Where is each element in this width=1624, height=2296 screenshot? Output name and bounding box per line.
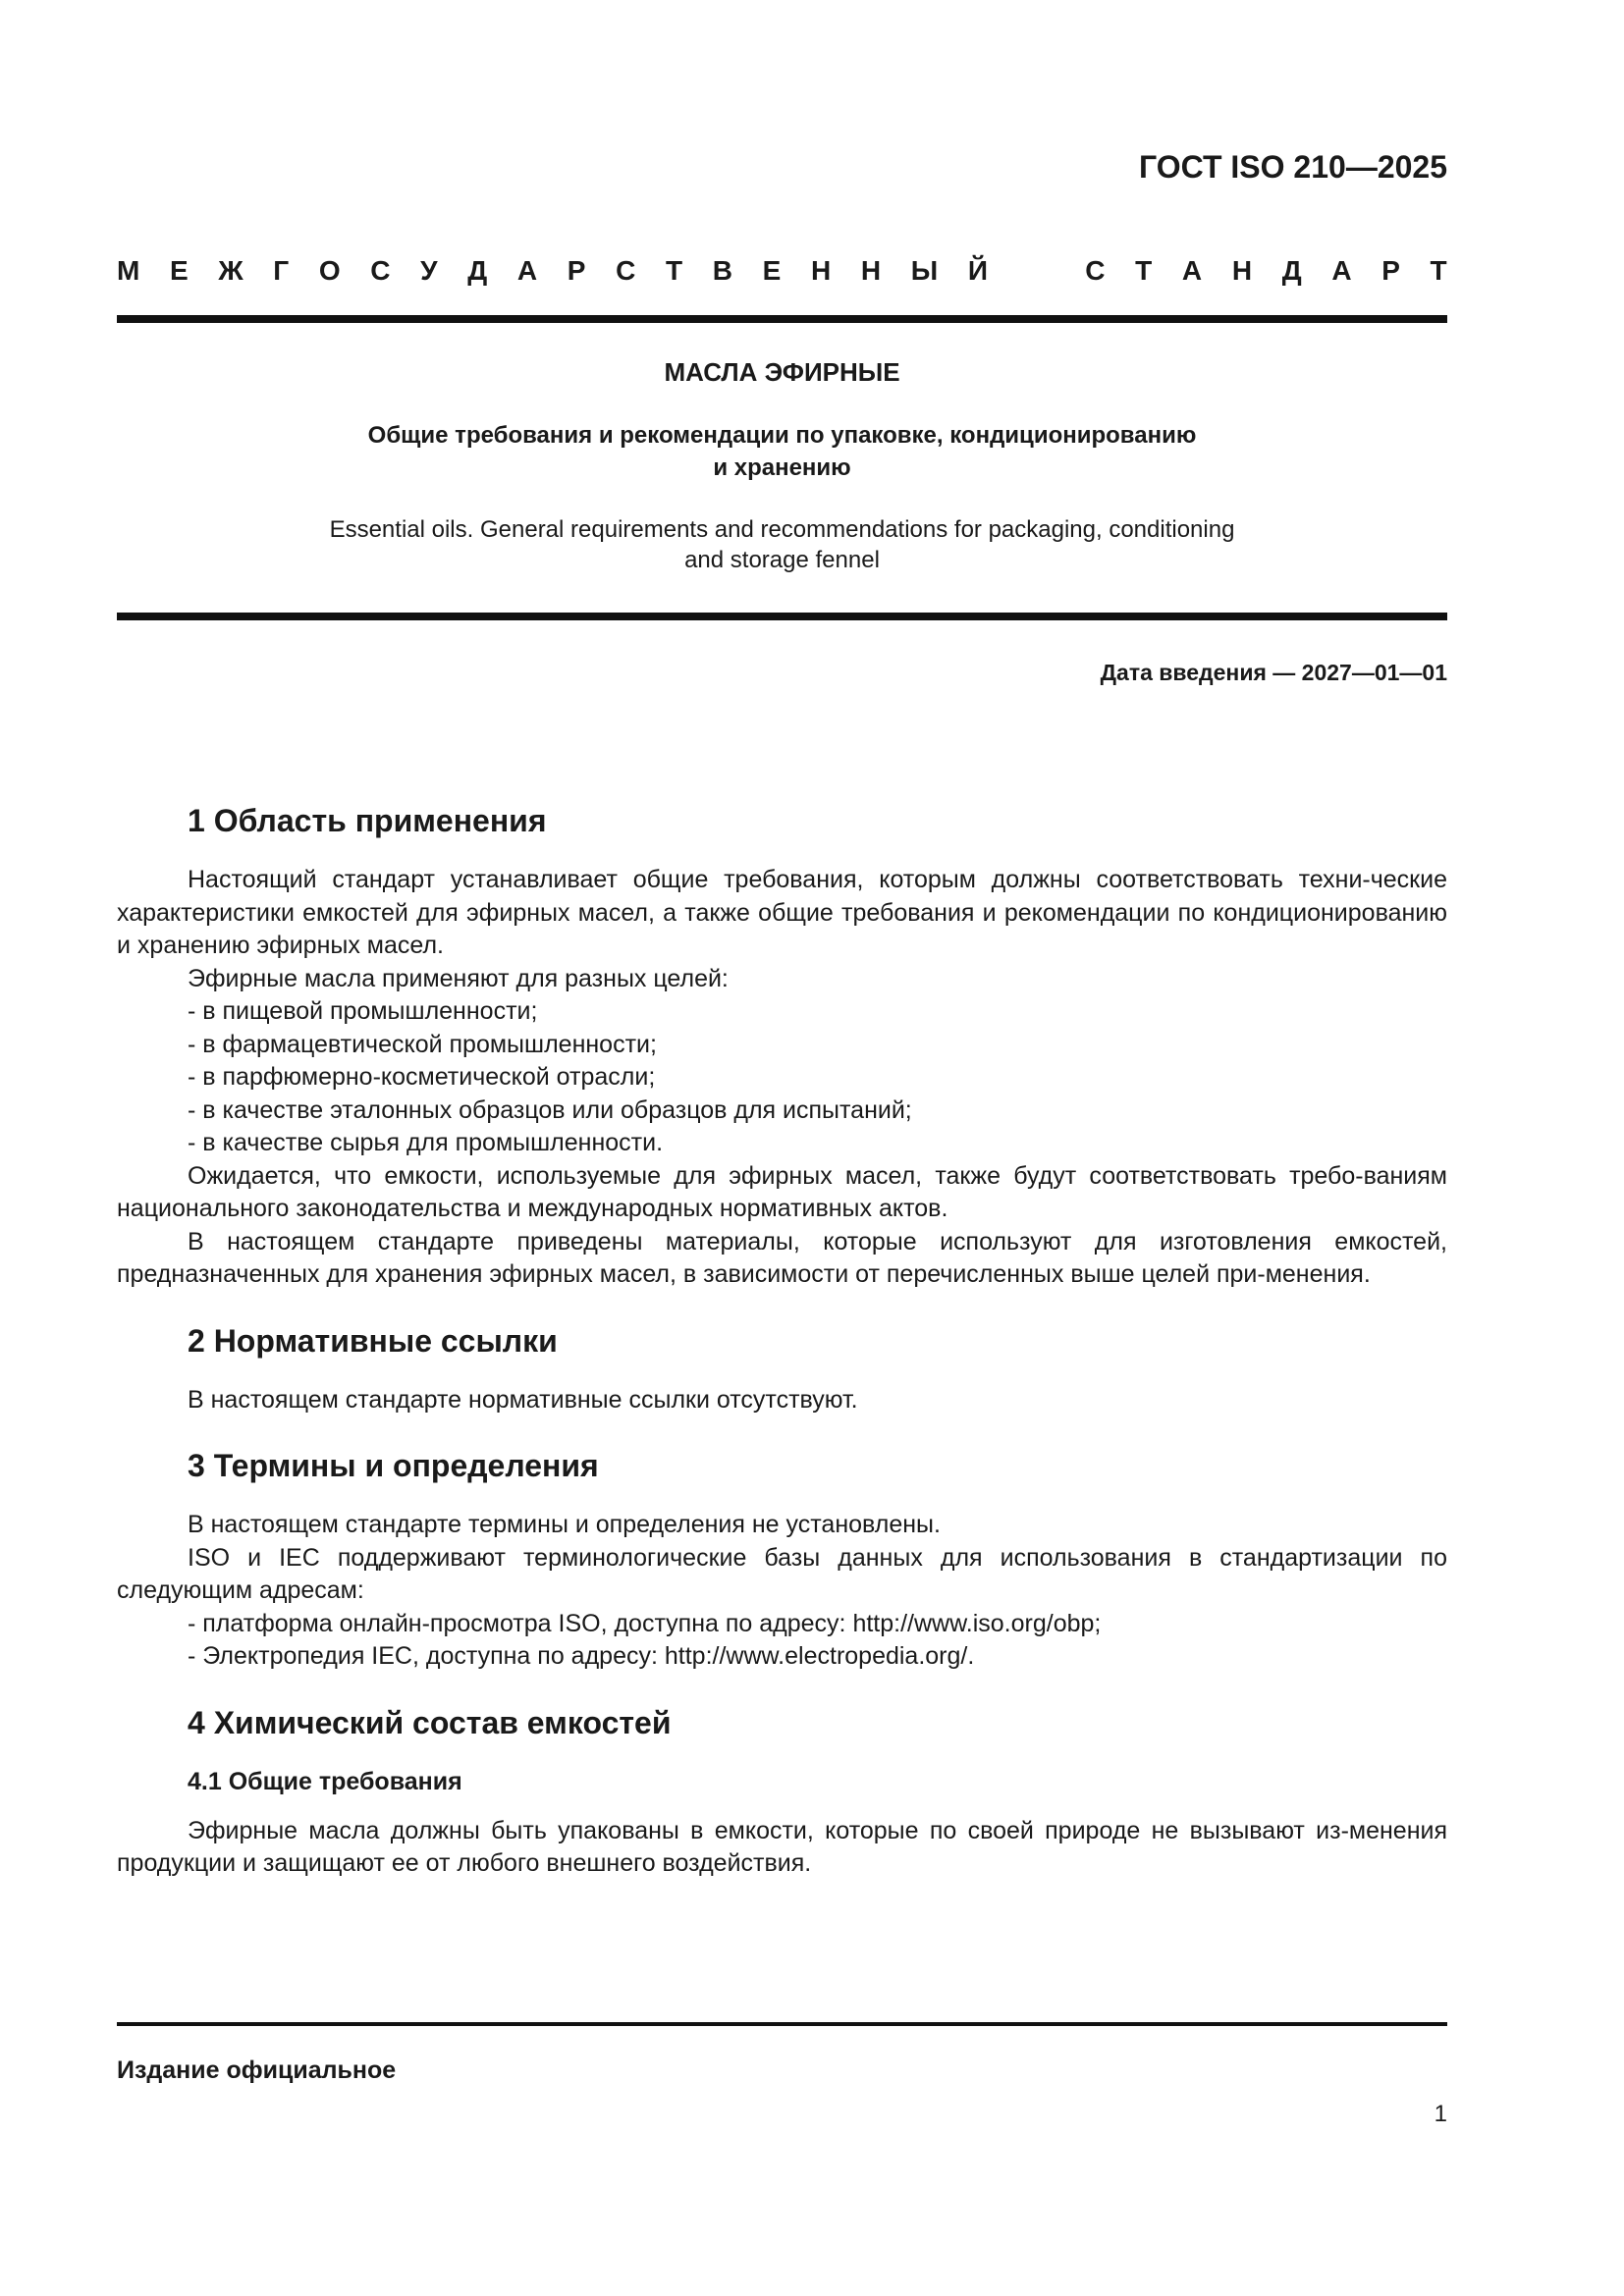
banner-letter: Й	[967, 255, 988, 286]
banner-letter: Е	[169, 255, 189, 286]
banner-letter: Д	[1281, 255, 1302, 286]
subtitle-line: Общие требования и рекомендации по упаковке, кондиционированию	[367, 422, 1197, 449]
introduction-date: Дата введения — 2027—01—01	[1100, 660, 1447, 685]
banner-letter: У	[420, 255, 438, 286]
banner-letter: Ж	[218, 255, 244, 286]
banner-letter: С	[1085, 255, 1106, 286]
english-title-line: and storage fennel	[684, 547, 880, 573]
banner-letter: О	[318, 255, 341, 286]
list-item: - в качестве сырья для промышленности.	[188, 1129, 664, 1156]
section-gap	[117, 1674, 1447, 1703]
title-divider	[117, 613, 1447, 620]
section-heading-references: 2 Нормативные ссылки	[188, 1322, 558, 1359]
banner-letter: Е	[762, 255, 782, 286]
document-subtitle	[117, 419, 1447, 484]
subsection-heading-general: 4.1 Общие требования	[188, 1767, 462, 1795]
paragraph: Эфирные масла применяют для разных целей:	[188, 964, 729, 992]
list-item: - в пищевой промышленности;	[188, 997, 538, 1025]
document-body	[117, 801, 1447, 1881]
section-gap	[117, 1292, 1447, 1321]
section-heading-scope: 1 Область применения	[188, 803, 547, 838]
subtitle-line: и хранению	[713, 454, 851, 481]
banner-letter: С	[616, 255, 636, 286]
banner-letter: С	[370, 255, 391, 286]
list-item: - в качестве эталонных образцов или образцов для испытаний;	[188, 1095, 912, 1124]
paragraph: Ожидается, что емкости, используемые для эфирных масел, также будут соответствовать требо-ваниям национального законодательства и международных нормативных актов.	[117, 1161, 1447, 1222]
header-divider	[117, 315, 1447, 323]
paragraph: Эфирные масла должны быть упакованы в емкости, которые по своей природе не вызывают из-менения продукции и защищают ее от любого внешнего воздействия.	[117, 1816, 1447, 1877]
banner-letter: А	[1181, 255, 1203, 286]
banner-letter: А	[516, 255, 538, 286]
section-gap	[117, 1416, 1447, 1446]
section-heading-composition: 4 Химический состав емкостей	[188, 1704, 672, 1740]
list-item: - в парфюмерно-косметической отрасли;	[188, 1063, 656, 1091]
address-list	[117, 1608, 1447, 1674]
paragraph: Настоящий стандарт устанавливает общие требования, которым должны соответствовать техни-ческие характеристики емкостей для эфирных масел, а также общие требования и рекомендации по кондиционированию и хранению эфирных масел.	[117, 866, 1447, 959]
interstate-standard-banner	[117, 254, 1447, 288]
page-number: 1	[1434, 2101, 1447, 2127]
english-title	[117, 514, 1447, 575]
paragraph: ISO и IEC поддерживают терминологические базы данных для использования в стандартизации по следующим адресам:	[117, 1543, 1447, 1604]
banner-letter: Т	[1430, 255, 1447, 286]
banner-word-gap	[1018, 254, 1056, 288]
banner-letter: Ы	[910, 255, 939, 286]
paragraph: В настоящем стандарте термины и определения не установлены.	[188, 1511, 941, 1538]
banner-letter: В	[712, 255, 732, 286]
banner-letter: Г	[273, 255, 290, 286]
english-title-line: Essential oils. General requirements and recommendations for packaging, conditioning	[329, 516, 1235, 543]
section-heading-terms: 3 Термины и определения	[188, 1448, 599, 1483]
banner-letter: Т	[665, 255, 683, 286]
list-item: - в фармацевтической промышленности;	[188, 1030, 657, 1058]
banner-letter: Д	[467, 255, 488, 286]
banner-letter: Р	[567, 255, 586, 286]
list-item: - Электропедия IEC, доступна по адресу: http://www.electropedia.org/.	[188, 1642, 975, 1670]
banner-letter: М	[117, 255, 140, 286]
paragraph: В настоящем стандарте нормативные ссылки отсутствуют.	[188, 1385, 858, 1414]
banner-letter: Н	[810, 255, 832, 286]
footer-divider	[117, 2022, 1447, 2026]
list-item: - платформа онлайн-просмотра ISO, доступна по адресу: http://www.iso.org/obp;	[188, 1609, 1102, 1637]
document-code: ГОСТ ISO 210—2025	[1139, 149, 1447, 185]
banner-letter: Р	[1381, 255, 1400, 286]
purpose-list	[117, 995, 1447, 1160]
banner-letter: А	[1331, 255, 1352, 286]
banner-letter: Т	[1135, 255, 1153, 286]
banner-letter: Н	[860, 255, 882, 286]
paragraph: В настоящем стандарте приведены материалы, которые используют для изготовления емкостей, предназначенных для хранения эфирных масел, в зависимости от перечисленных выше целей при-менения.	[117, 1227, 1447, 1288]
official-edition-label: Издание официальное	[117, 2056, 397, 2084]
document-title: МАСЛА ЭФИРНЫЕ	[664, 357, 900, 387]
banner-letter: Н	[1231, 255, 1253, 286]
